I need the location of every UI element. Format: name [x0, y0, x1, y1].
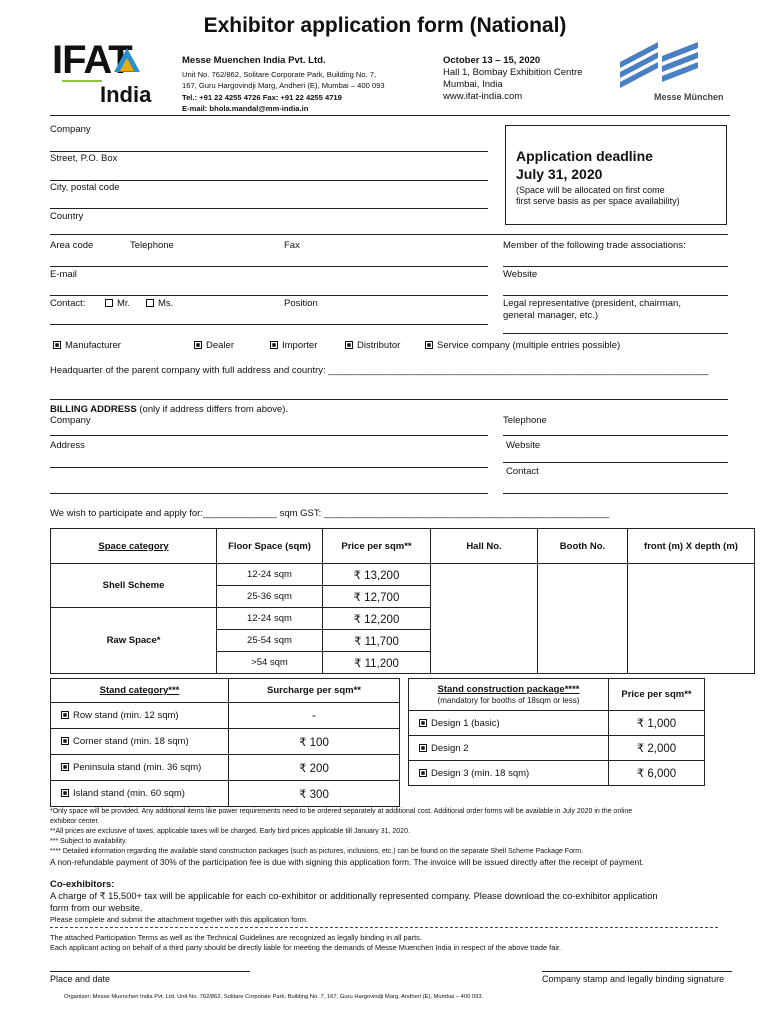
billing-telephone-label: Telephone — [503, 415, 547, 426]
checkbox-icon — [419, 769, 427, 777]
stand-label: Row stand (min. 12 sqm) — [73, 710, 179, 721]
deadline-note-1: (Space will be allocated on first come — [516, 185, 665, 195]
position-label: Position — [284, 298, 318, 309]
city-label: City, postal code — [50, 182, 120, 193]
ms-label: Ms. — [158, 298, 174, 309]
package-label: Design 1 (basic) — [431, 717, 500, 729]
participate-line[interactable]: We wish to participate and apply for:______________ sqm GST: ______________________________________________________ — [50, 508, 610, 519]
terms-2: Each applicant acting on behalf of a third party should be directly liable for meeting the demands of Messe Muenchen India in respect of the above trade fair. — [50, 943, 562, 952]
type-dealer[interactable] — [194, 340, 234, 351]
footer-organizer: Organizer: Messe Muenchen India Pvt. Ltd. Unit No. 762/862, Solitare Corporate Park, Building No. 7, 167, Guru Hargovindji Marg, Andheri (E), Mumbai – 400 093. — [64, 994, 484, 1000]
surcharge-cell: ₹ 100 — [229, 729, 400, 755]
floor-cell: >54 sqm — [217, 652, 323, 674]
package-price-cell: ₹ 1,000 — [609, 711, 705, 736]
footnote: exhibitor center. — [50, 818, 100, 825]
checkbox-icon — [419, 719, 427, 727]
footnotes — [50, 807, 740, 857]
event-website: www.ifat-india.com — [443, 91, 523, 102]
billing-title — [50, 404, 288, 415]
mr-checkbox[interactable] — [105, 298, 130, 309]
mr-label: Mr. — [117, 298, 131, 309]
headquarter-label[interactable]: Headquarter of the parent company with full address and country: ________________________________________________________________________ — [50, 365, 709, 376]
stand-row[interactable] — [51, 729, 229, 755]
hall-header: Hall No. — [431, 529, 538, 564]
city-line[interactable] — [50, 208, 488, 209]
event-city: Mumbai, India — [443, 79, 503, 90]
package-price-header: Price per sqm** — [609, 679, 705, 711]
coex-text-2: form from our website. — [50, 903, 143, 913]
floor-cell: 25-54 sqm — [217, 630, 323, 652]
payment-note: A non-refundable payment of 30% of the participation fee is due with signing this application form. The invoice will be issued directly after the receipt of payment. — [50, 857, 644, 867]
event-dates: October 13 – 15, 2020 — [443, 55, 541, 66]
email-label: E-mail — [50, 269, 77, 280]
price-cell: ₹ 11,700 — [323, 630, 431, 652]
type-label: Service company (multiple entries possible) — [437, 340, 621, 351]
country-line[interactable] — [50, 234, 728, 235]
checkbox-icon — [61, 737, 69, 745]
organizer-block — [182, 55, 385, 115]
type-label: Manufacturer — [65, 340, 121, 351]
event-venue: Hall 1, Bombay Exhibition Centre — [443, 67, 583, 78]
deadline-box — [505, 125, 727, 225]
company-line[interactable] — [50, 151, 488, 152]
area-code-label: Area code — [50, 240, 94, 251]
billing-website-line[interactable] — [503, 462, 728, 463]
website-line[interactable] — [503, 295, 728, 296]
billing-address-label: Address — [50, 440, 85, 451]
stamp-label: Company stamp and legally binding signature — [542, 974, 725, 984]
package-row[interactable] — [409, 711, 609, 736]
raw-space-label: Raw Space* — [51, 608, 217, 674]
stand-category-header: Stand category*** — [51, 679, 229, 703]
legal-line[interactable] — [503, 333, 728, 334]
package-subtitle: (mandatory for booths of 18sqm or less) — [437, 695, 580, 705]
type-service[interactable] — [425, 340, 620, 351]
price-cell: ₹ 12,200 — [323, 608, 431, 630]
terms-1: The attached Participation Terms as well as the Technical Guidelines are recognized as legally binding in all parts. — [50, 933, 422, 942]
page-title: Exhibitor application form (National) — [203, 14, 567, 37]
floor-cell: 12-24 sqm — [217, 608, 323, 630]
billing-note: (only if address differs from above). — [136, 404, 289, 415]
space-table — [50, 528, 755, 674]
ifat-logo: IFAT India — [52, 38, 152, 107]
email-line[interactable] — [50, 295, 488, 296]
dimension-header: front (m) X depth (m) — [628, 529, 755, 564]
stand-row[interactable] — [51, 755, 229, 781]
member-label: Member of the following trade associations: — [503, 240, 686, 251]
surcharge-header: Surcharge per sqm** — [229, 679, 400, 703]
stand-label: Peninsula stand (min. 36 sqm) — [73, 762, 202, 773]
country-label: Country — [50, 211, 84, 222]
deadline-title: Application deadline — [516, 148, 653, 164]
price-cell: ₹ 11,200 — [323, 652, 431, 674]
billing-website-label: Website — [506, 440, 541, 451]
footnote: **All prices are exclusive of taxes, applicable taxes will be charged. Early bird prices applicable till January 31, 2020. — [50, 828, 410, 835]
price-cell: ₹ 12,700 — [323, 586, 431, 608]
phone-line[interactable] — [50, 266, 488, 267]
street-label: Street, P.O. Box — [50, 153, 118, 164]
organizer-address-2: 167, Guru Hargovindji Marg, Andheri (E), Mumbai – 400 093 — [182, 81, 385, 90]
checkbox-icon — [61, 711, 69, 719]
package-label: Design 2 — [431, 742, 469, 754]
type-importer[interactable] — [270, 340, 317, 351]
floor-cell: 12-24 sqm — [217, 564, 323, 586]
billing-contact-line[interactable] — [503, 493, 728, 494]
checkbox-icon — [270, 341, 278, 349]
member-line[interactable] — [503, 266, 728, 267]
checkbox-icon — [425, 341, 433, 349]
package-price-cell: ₹ 6,000 — [609, 761, 705, 786]
checkbox-icon — [419, 744, 427, 752]
legal-label-2: general manager, etc.) — [503, 310, 599, 321]
checkbox-icon — [146, 299, 154, 307]
stand-category-table — [50, 678, 400, 807]
coex-text-1: A charge of ₹ 15,500+ tax will be applicable for each co-exhibitor or additionally represented company. Please download the co-exhibitor application — [50, 891, 658, 901]
footnote: *** Subject to availability. — [50, 838, 127, 845]
billing-heading: BILLING ADDRESS — [50, 404, 137, 415]
dimension-input[interactable] — [628, 564, 755, 674]
type-label: Importer — [282, 340, 318, 351]
billing-company-line[interactable] — [50, 435, 488, 436]
type-distributor[interactable] — [345, 340, 400, 351]
surcharge-cell: ₹ 300 — [229, 781, 400, 807]
package-header — [409, 679, 609, 711]
company-label: Company — [50, 124, 91, 135]
hall-input[interactable] — [431, 564, 538, 674]
ms-checkbox[interactable] — [146, 298, 173, 309]
coex-text-3: Please complete and submit the attachment together with this application form. — [50, 915, 308, 924]
telephone-label: Telephone — [130, 240, 174, 251]
space-category-header: Space category — [51, 529, 217, 564]
place-date-label: Place and date — [50, 974, 111, 984]
fax-label: Fax — [284, 240, 300, 251]
type-label: Distributor — [357, 340, 401, 351]
organizer-name: Messe Muenchen India Pvt. Ltd. — [182, 55, 326, 66]
street-line[interactable] — [50, 180, 488, 181]
checkbox-icon — [61, 789, 69, 797]
contact-label: Contact: — [50, 298, 86, 309]
organizer-email: E-mail: bhola.mandal@mm-india.in — [182, 104, 309, 113]
checkbox-icon — [53, 341, 61, 349]
booth-input[interactable] — [538, 564, 628, 674]
floor-cell: 25-36 sqm — [217, 586, 323, 608]
billing-address-line[interactable] — [50, 467, 488, 468]
package-row[interactable] — [409, 761, 609, 786]
surcharge-cell: - — [229, 703, 400, 729]
event-block — [443, 55, 582, 103]
floor-space-header: Floor Space (sqm) — [217, 529, 323, 564]
footnote: **** Detailed information regarding the available stand construction packages (such as pictures, inclusions, etc.) can be found on the separate Shell Scheme Package Form. — [50, 848, 584, 855]
deadline-date: July 31, 2020 — [516, 166, 603, 182]
footnote: *Only space will be provided. Any additional items like power requirements need to be ordered separately at additional cost. Additional order forms will be available in July 2020 in the online — [50, 808, 633, 815]
billing-address-line-2[interactable] — [50, 493, 488, 494]
billing-telephone-line[interactable] — [503, 435, 728, 436]
stand-label: Corner stand (min. 18 sqm) — [73, 736, 189, 747]
shell-scheme-label: Shell Scheme — [51, 564, 217, 608]
package-row[interactable] — [409, 736, 609, 761]
booth-header: Booth No. — [538, 529, 628, 564]
checkbox-icon — [61, 763, 69, 771]
price-cell: ₹ 13,200 — [323, 564, 431, 586]
package-price-cell: ₹ 2,000 — [609, 736, 705, 761]
stand-label: Island stand (min. 60 sqm) — [73, 788, 185, 799]
price-header: Price per sqm** — [323, 529, 431, 564]
package-table — [408, 678, 705, 786]
stand-row[interactable] — [51, 781, 229, 807]
surcharge-cell: ₹ 200 — [229, 755, 400, 781]
checkbox-icon — [345, 341, 353, 349]
organizer-address-1: Unit No. 762/862, Solitare Corporate Park, Building No. 7, — [182, 69, 377, 79]
deadline-note-2: first serve basis as per space availability) — [516, 196, 680, 206]
legal-label: Legal representative (president, chairman, — [503, 298, 681, 309]
checkbox-icon — [105, 299, 113, 307]
messe-logo: Messe München — [618, 42, 733, 104]
stand-row[interactable] — [51, 703, 229, 729]
package-label: Design 3 (min. 18 sqm) — [431, 767, 530, 779]
coex-title: Co-exhibitors: — [50, 879, 115, 890]
position-line[interactable] — [50, 324, 488, 325]
type-manufacturer[interactable] — [53, 340, 121, 351]
checkbox-icon — [194, 341, 202, 349]
website-label: Website — [503, 269, 538, 280]
billing-company-label: Company — [50, 415, 91, 426]
type-label: Dealer — [206, 340, 234, 351]
package-title: Stand construction package**** — [437, 683, 580, 695]
signature-line[interactable] — [542, 971, 732, 972]
billing-contact-label: Contact — [506, 466, 539, 477]
organizer-tel: Tel.: +91 22 4255 4726 Fax: +91 22 4255 4719 — [182, 92, 342, 102]
place-date-line[interactable] — [50, 971, 250, 972]
